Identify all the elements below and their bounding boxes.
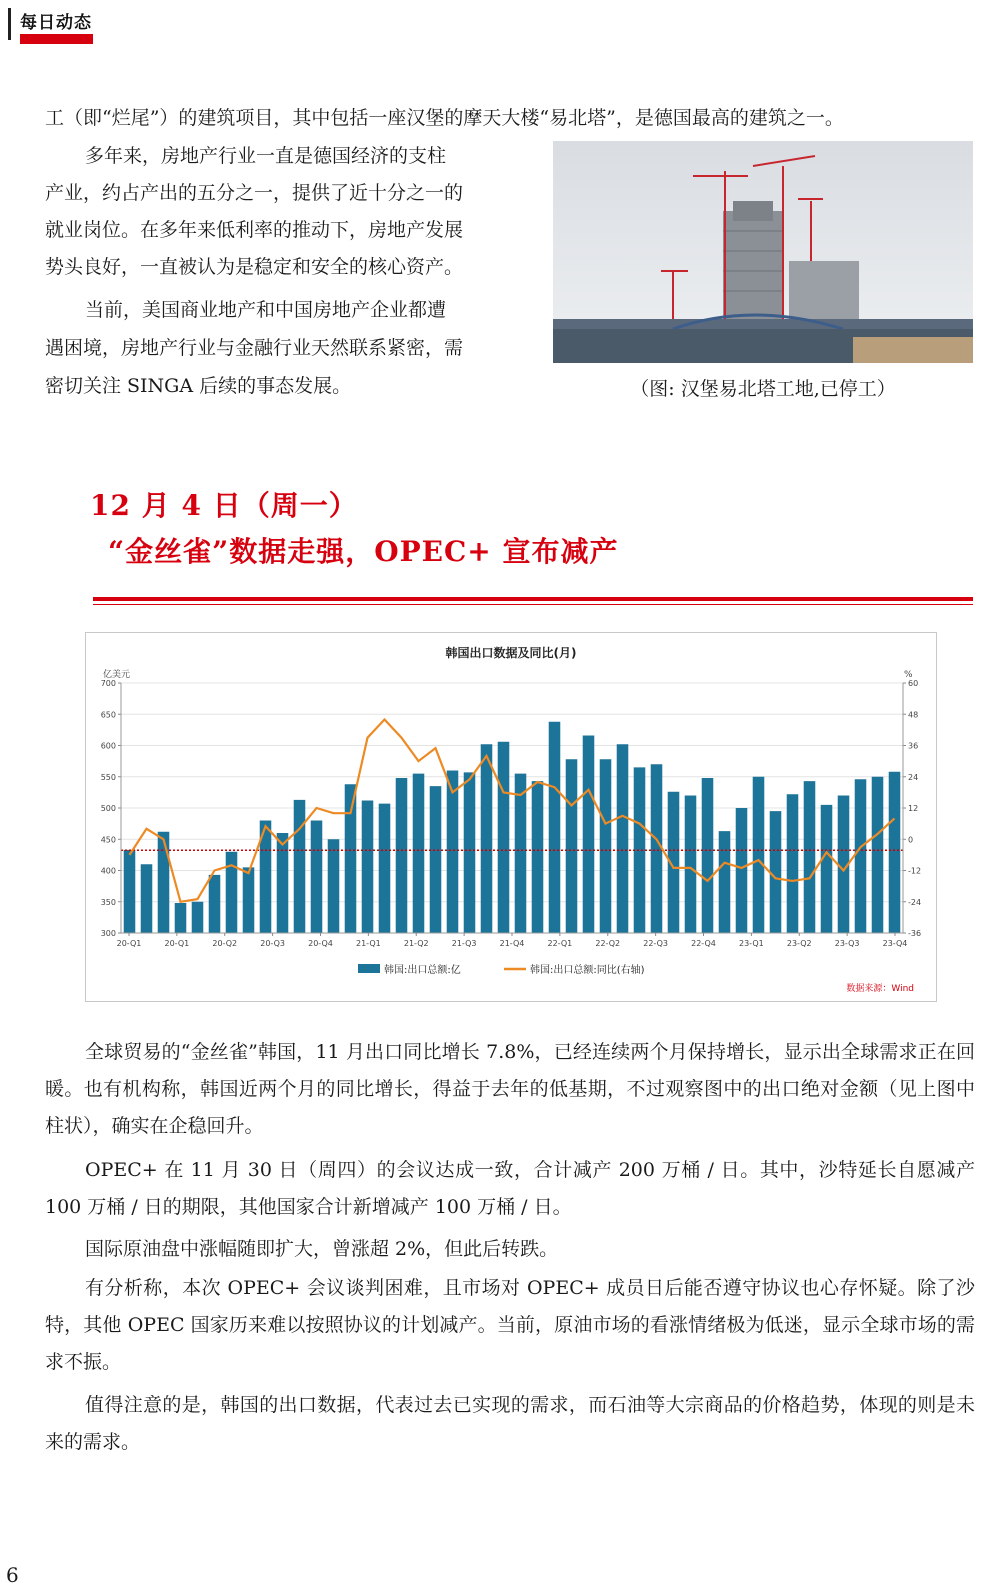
- bar: [226, 852, 238, 933]
- x-tick-label: 23-Q1: [739, 939, 764, 948]
- y-right-tick-label: -24: [908, 897, 922, 907]
- bar: [583, 736, 595, 934]
- y-left-tick-label: 350: [100, 897, 116, 907]
- bar: [464, 772, 476, 933]
- header-red-rule: [20, 34, 93, 44]
- section-headline: “金丝雀”数据走强，OPEC+ 宣布减产: [108, 535, 619, 568]
- bar: [192, 902, 204, 933]
- y-left-tick-label: 500: [100, 804, 116, 813]
- bar: [889, 772, 901, 933]
- x-tick-label: 23-Q3: [834, 939, 860, 948]
- red-rule-thin: [93, 604, 973, 605]
- chart-title: 韩国出口数据及同比(月): [445, 646, 577, 660]
- bar: [872, 777, 884, 933]
- bar: [430, 786, 442, 933]
- x-tick-label: 22-Q2: [595, 939, 621, 948]
- bar: [617, 744, 629, 933]
- bar: [855, 779, 867, 933]
- y-left-tick-label: 300: [100, 929, 116, 938]
- x-tick-label: 22-Q3: [643, 939, 668, 948]
- x-tick-label: 21-Q2: [403, 939, 429, 948]
- chart-source: 数据来源：Wind: [846, 984, 914, 994]
- elbtower-photo: [553, 141, 973, 363]
- chart-canvas: [86, 633, 936, 1001]
- bar: [753, 777, 765, 933]
- bar: [175, 903, 187, 933]
- x-tick-label: 20-Q4: [308, 939, 333, 948]
- bar: [277, 833, 289, 933]
- bar: [787, 794, 799, 933]
- bar: [311, 821, 323, 934]
- bar: [804, 781, 816, 933]
- y-right-tick-label: 0: [908, 835, 914, 845]
- bar: [396, 778, 408, 933]
- bar: [413, 774, 425, 933]
- bar: [209, 875, 221, 933]
- bar: [532, 781, 544, 933]
- bar: [821, 805, 833, 933]
- bar: [566, 759, 578, 933]
- legend-line-label: 韩国:出口总额:同比(右轴): [530, 965, 645, 976]
- bar: [447, 771, 459, 934]
- section-header: 每日动态: [20, 13, 92, 33]
- red-rule-thick: [93, 597, 973, 601]
- body-para-5: 值得注意的是，韩国的出口数据，代表过去已实现的需求，而石油等大宗商品的价格趋势，体现的则是未来的需求。: [45, 1394, 975, 1453]
- header-bar: [8, 8, 11, 40]
- bar: [294, 800, 306, 933]
- body-para-4: 有分析称，本次 OPEC+ 会议谈判困难，且市场对 OPEC+ 成员日后能否遵守协议也心存怀疑。除了沙特，其他 OPEC 国家历来难以按照协议的计划减产。当前，原油市场的看涨情绪极为低迷，显示全球市场的需求不振。: [45, 1277, 975, 1373]
- bar: [243, 867, 255, 933]
- bar: [770, 811, 782, 933]
- bar: [362, 801, 374, 934]
- bar: [345, 784, 357, 933]
- bar: [685, 796, 697, 934]
- y-right-tick-label: 24: [908, 772, 919, 782]
- intro-line: 工（即“烂尾”）的建筑项目，其中包括一座汉堡的摩天大楼“易北塔”，是德国最高的建筑之一。: [45, 107, 844, 129]
- y-right-tick-label: 36: [908, 741, 919, 751]
- bar: [549, 722, 561, 933]
- x-tick-label: 20-Q1: [116, 939, 142, 948]
- legend-bar-label: 韩国:出口总额:亿: [384, 965, 461, 976]
- photo-caption: （图: 汉堡易北塔工地,已停工）: [630, 378, 896, 400]
- y-left-tick-label: 400: [100, 866, 116, 876]
- y-right-tick-label: -12: [908, 866, 922, 876]
- y-right-tick-label: 48: [908, 710, 919, 720]
- y-right-tick-label: -36: [908, 929, 922, 938]
- body-para-2: OPEC+ 在 11 月 30 日（周四）的会议达成一致，合计减产 200 万桶 / 日。其中，沙特延长自愿减产 100 万桶 / 日的期限，其他国家合计新增减产 100 万桶 / 日。: [45, 1159, 975, 1218]
- y-right-tick-label: 60: [908, 679, 919, 688]
- x-tick-label: 22-Q1: [547, 939, 573, 948]
- y-left-tick-label: 700: [100, 679, 116, 688]
- y-left-tick-label: 450: [100, 835, 116, 845]
- y-left-unit: 亿美元: [103, 670, 131, 680]
- y-right-unit: %: [904, 670, 913, 680]
- section-date: 12 月 4 日（周一）: [90, 489, 358, 522]
- bar: [124, 850, 136, 933]
- bar: [498, 742, 510, 933]
- page-number: 6: [6, 1563, 19, 1587]
- x-tick-label: 22-Q4: [691, 939, 716, 948]
- x-tick-label: 21-Q3: [451, 939, 477, 948]
- bar: [158, 832, 170, 933]
- x-tick-label: 20-Q3: [260, 939, 285, 948]
- x-tick-label: 21-Q1: [356, 939, 381, 948]
- bar: [736, 808, 748, 933]
- y-left-tick-label: 550: [100, 772, 116, 782]
- x-tick-label: 21-Q4: [499, 939, 525, 948]
- body-para-3: 国际原油盘中涨幅随即扩大，曾涨超 2%，但此后转跌。: [85, 1238, 559, 1260]
- bar: [328, 839, 340, 933]
- x-tick-label: 20-Q2: [212, 939, 238, 948]
- x-tick-label: 20-Q1: [164, 939, 190, 948]
- bar: [379, 804, 391, 933]
- bar: [515, 774, 527, 933]
- y-left-tick-label: 600: [100, 741, 116, 751]
- body-para-1: 全球贸易的“金丝雀”韩国，11 月出口同比增长 7.8%，已经连续两个月保持增长，显示出全球需求正在回暖。也有机构称，韩国近两个月的同比增长，得益于去年的低基期，不过观察图中的出口绝对金额（见上图中柱状），确实在企稳回升。: [45, 1041, 975, 1137]
- bar: [719, 831, 731, 933]
- y-right-tick-label: 12: [908, 804, 919, 813]
- bar: [600, 759, 612, 933]
- korea-export-chart: [85, 632, 937, 1002]
- x-tick-label: 23-Q2: [786, 939, 812, 948]
- bar: [651, 764, 663, 933]
- legend-bar-swatch: [358, 964, 380, 973]
- y-left-tick-label: 650: [100, 710, 116, 720]
- bar: [634, 767, 646, 933]
- x-tick-label: 23-Q4: [882, 939, 908, 948]
- bar: [481, 744, 493, 933]
- bar: [702, 778, 714, 933]
- bar: [141, 864, 153, 933]
